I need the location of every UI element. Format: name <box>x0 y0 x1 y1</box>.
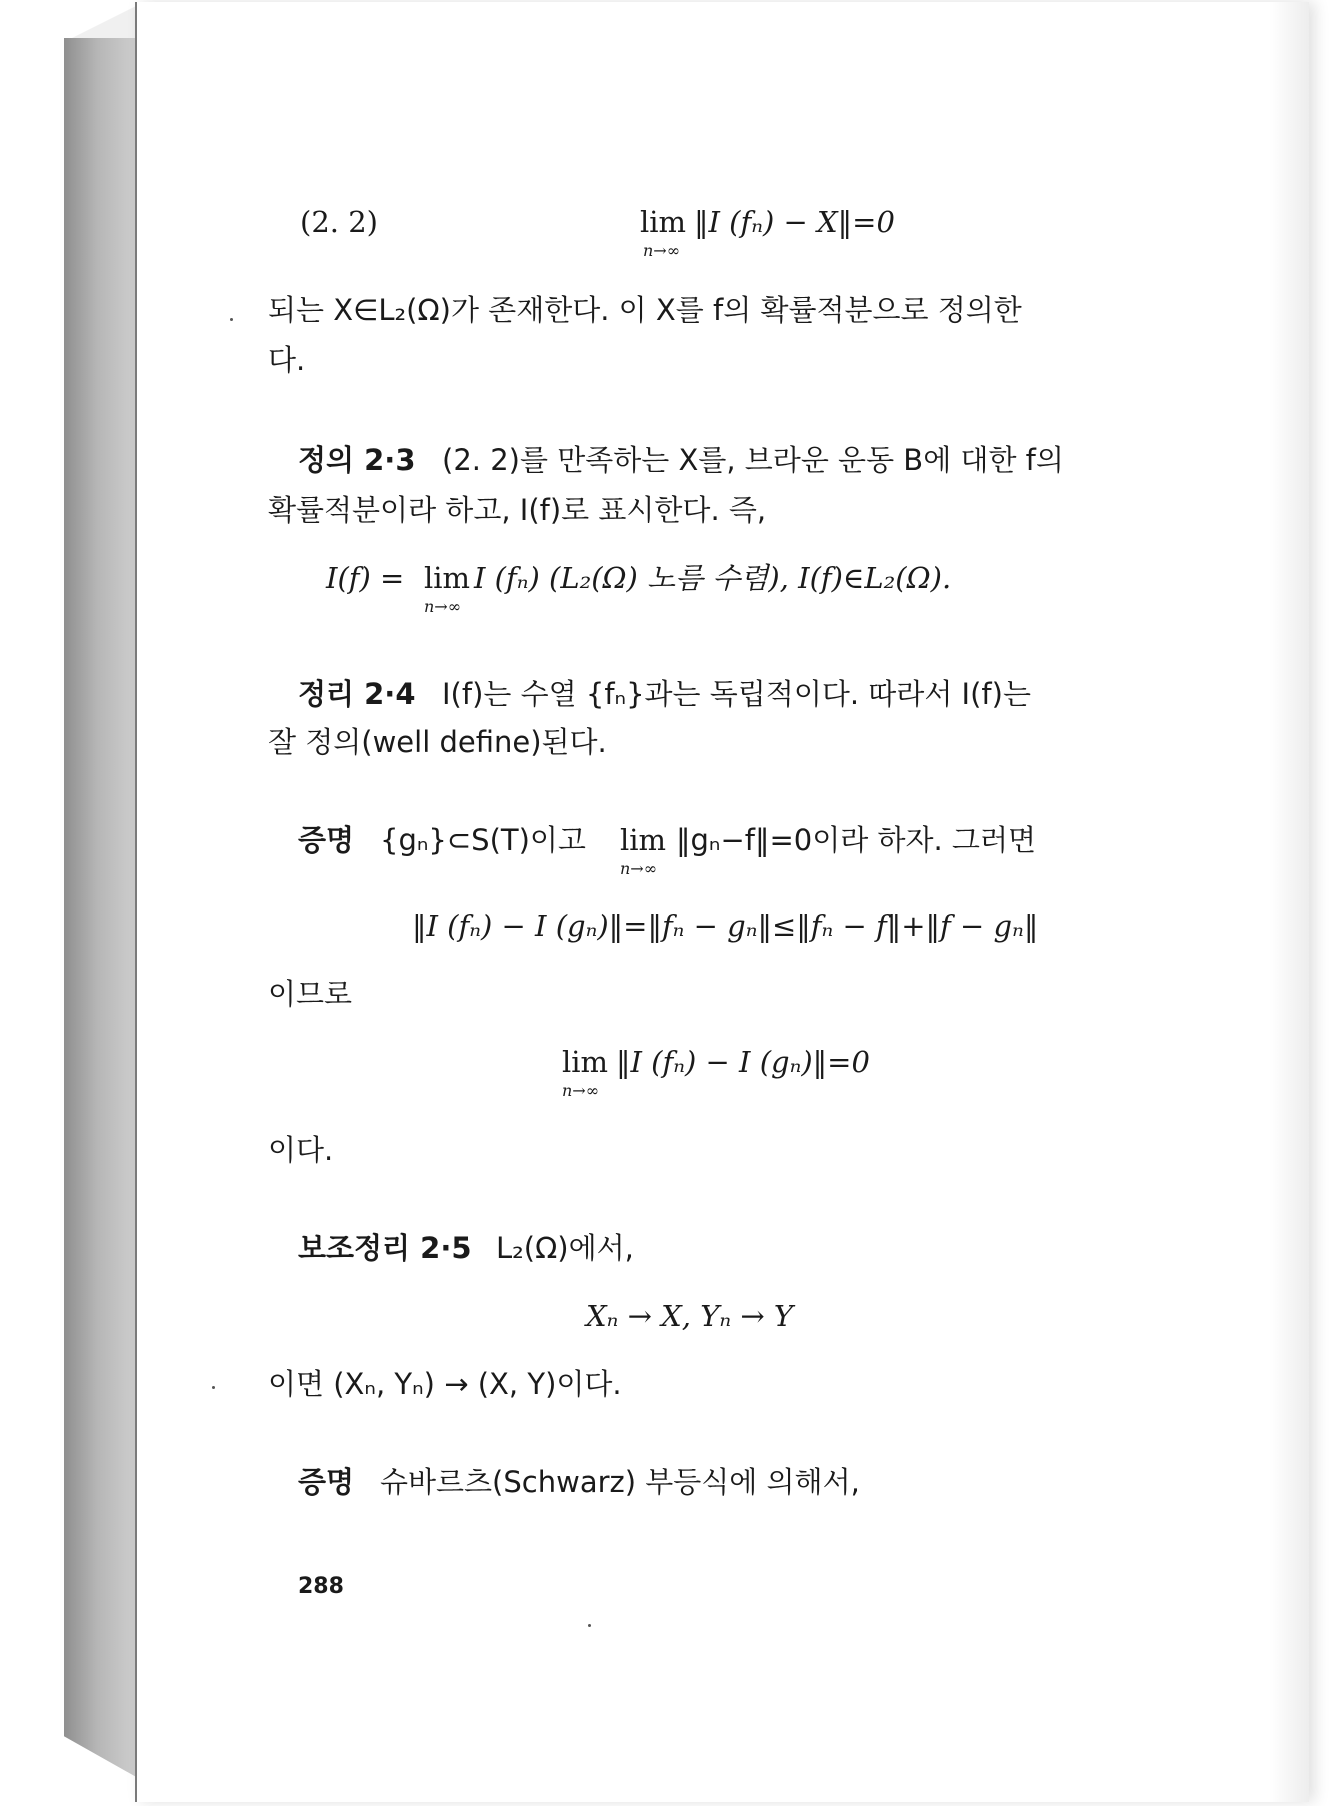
definition-2-3-line-2: 확률적분이라 하고, I(f)로 표시한다. 즉, <box>268 493 767 527</box>
lemma-2-5-line-3: 이면 (Xₙ, Yₙ) → (X, Y)이다. <box>268 1367 622 1401</box>
proof-1-line-1-a: {gₙ}⊂S(T)이고 <box>380 823 586 857</box>
scan-speck <box>230 318 233 321</box>
proof-1-eq-2-lim-subscript: n→∞ <box>562 1081 600 1100</box>
proof-1-inequality: ‖I (fₙ) − I (gₙ)‖=‖fₙ − gₙ‖≤‖fₙ − f‖+‖f − gₙ‖ <box>412 909 1039 943</box>
theorem-2-4-label: 정리 2·4 <box>298 677 416 711</box>
page-edge-shade <box>1269 2 1309 1802</box>
eq-2-2-lim: lim <box>640 205 687 239</box>
equation-number-2-2: (2. 2) <box>300 205 378 239</box>
lemma-2-5-line-1: L₂(Ω)에서, <box>496 1231 634 1265</box>
lemma-2-5-equation: Xₙ → X, Yₙ → Y <box>586 1299 793 1333</box>
proof-1-lim: lim <box>620 823 667 857</box>
proof-1-eq-2-lim: lim <box>562 1045 609 1079</box>
proof-1-eq-2: ‖I (fₙ) − I (gₙ)‖=0 <box>616 1045 870 1079</box>
proof-1-line-1-b: ‖gₙ−f‖=0이라 하자. 그러면 <box>676 823 1036 857</box>
book-page <box>135 2 1309 1802</box>
paragraph-1-line-2: 다. <box>268 343 306 377</box>
definition-2-3-line-1: (2. 2)를 만족하는 X를, 브라운 운동 B에 대한 f의 <box>442 443 1064 477</box>
book-spine-top <box>64 2 144 42</box>
theorem-2-4-line-1: I(f)는 수열 {fₙ}과는 독립적이다. 따라서 I(f)는 <box>442 677 1031 711</box>
definition-2-3-eq-lim-subscript: n→∞ <box>424 597 462 616</box>
book-spine <box>64 38 138 1778</box>
proof-1-lim-subscript: n→∞ <box>620 859 658 878</box>
definition-2-3-label: 정의 2·3 <box>298 443 416 477</box>
proof-1-text-is: 이다. <box>268 1133 334 1167</box>
definition-2-3-eq-lim: lim <box>424 561 471 595</box>
page-number: 288 <box>298 1574 344 1599</box>
paragraph-1-line-1: 되는 X∈L₂(Ω)가 존재한다. 이 X를 f의 확률적분으로 정의한 <box>268 293 1022 327</box>
definition-2-3-eq-left: I(f) = <box>326 561 405 595</box>
eq-2-2-expression: ‖I (fₙ) − X‖=0 <box>694 205 895 239</box>
definition-2-3-eq-right: I (fₙ) (L₂(Ω) 노름 수렴), I(f)∈L₂(Ω). <box>474 561 952 595</box>
proof-1-text-therefore: 이므로 <box>268 977 353 1011</box>
scan-speck <box>588 1624 591 1627</box>
proof-1-label: 증명 <box>298 823 355 857</box>
theorem-2-4-line-2: 잘 정의(well define)된다. <box>268 725 607 759</box>
scan-speck <box>212 1386 215 1389</box>
proof-2-label: 증명 <box>298 1465 355 1499</box>
eq-2-2-lim-subscript: n→∞ <box>643 241 681 260</box>
proof-2-line-1: 슈바르츠(Schwarz) 부등식에 의해서, <box>380 1465 860 1499</box>
lemma-2-5-label: 보조정리 2·5 <box>298 1231 472 1265</box>
